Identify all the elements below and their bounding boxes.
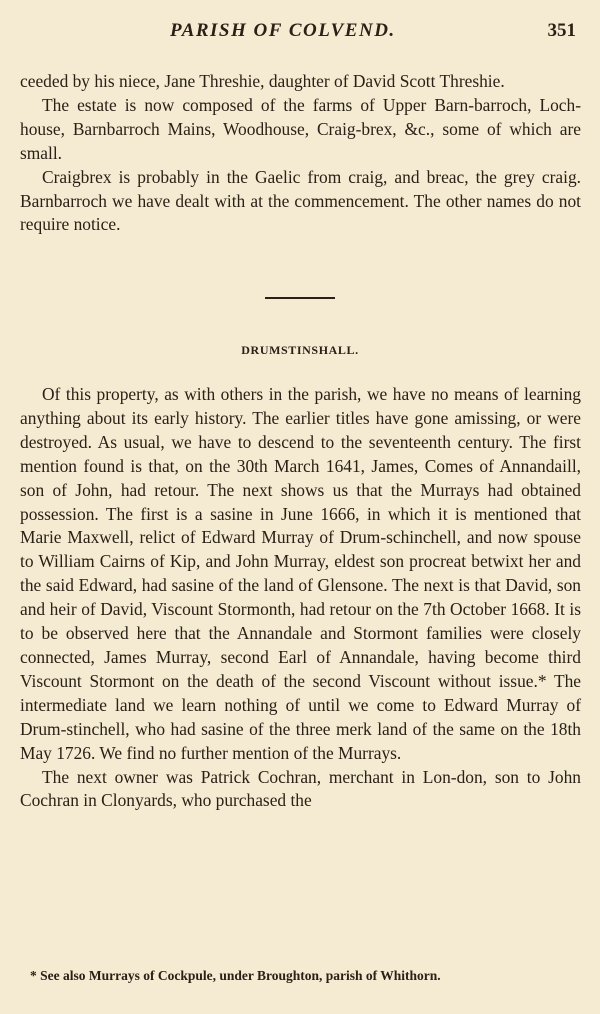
paragraph: Of this property, as with others in the parish, we have no means of learning anything about its early history. The earlier titles have gone amissing, or were destroyed. As usual, we have to descend to the seventeenth century. The first mention found is that, on the 30th March 1641, James, Comes of Annandaill, son of John, had retour. The next shows us that the Murrays had obtained possession. The first is a sasine in June 1666, in which it is mentioned that Marie Maxwell, relict of Edward Murray of Drum-schinchell, and now spouse to William Cairns of Kip, and John Murray, eldest son procreat betwixt her and the said Edward, had sasine of the land of Glensone. The next is that David, son and heir of David, Viscount Stormonth, had retour on the 7th October 1668. It is to be observed here that the Annandale and Stormont families were closely connected, James Murray, second Earl of Annandale, having become third Viscount Stormont on the death of the second Viscount without issue.* The intermediate land we learn nothing of until we come to Edward Murray of Drum-stinchell, who had sasine of the three merk land of the same on the 18th May 1726. We find no further mention of the Murrays. [20,384,581,763]
page-number: 351 [547,20,576,41]
paragraph: The next owner was Patrick Cochran, merchant in Lon-don, son to John Cochran in Clonyards, who purchased the [20,766,581,811]
page-header [0,20,600,50]
section-divider [265,297,335,299]
body-text-top [20,70,581,237]
section-heading: DRUMSTINSHALL. [241,343,359,357]
paragraph: Craigbrex is probably in the Gaelic from craig, and breac, the grey craig. Barnbarroch we have dealt with at the commencement. The other names do not require notice. [20,166,581,235]
paragraph: The estate is now composed of the farms of Upper Barn-barroch, Loch-house, Barnbarroch Mains, Woodhouse, Craig-brex, &c., some of which are small. [20,94,581,163]
running-title: PARISH OF COLVEND. [170,20,396,41]
body-text-section [20,383,581,813]
paragraph: ceeded by his niece, Jane Threshie, daughter of David Scott Threshie. [20,71,505,91]
footnote: * See also Murrays of Cockpule, under Broughton, parish of Whithorn. [30,968,441,983]
